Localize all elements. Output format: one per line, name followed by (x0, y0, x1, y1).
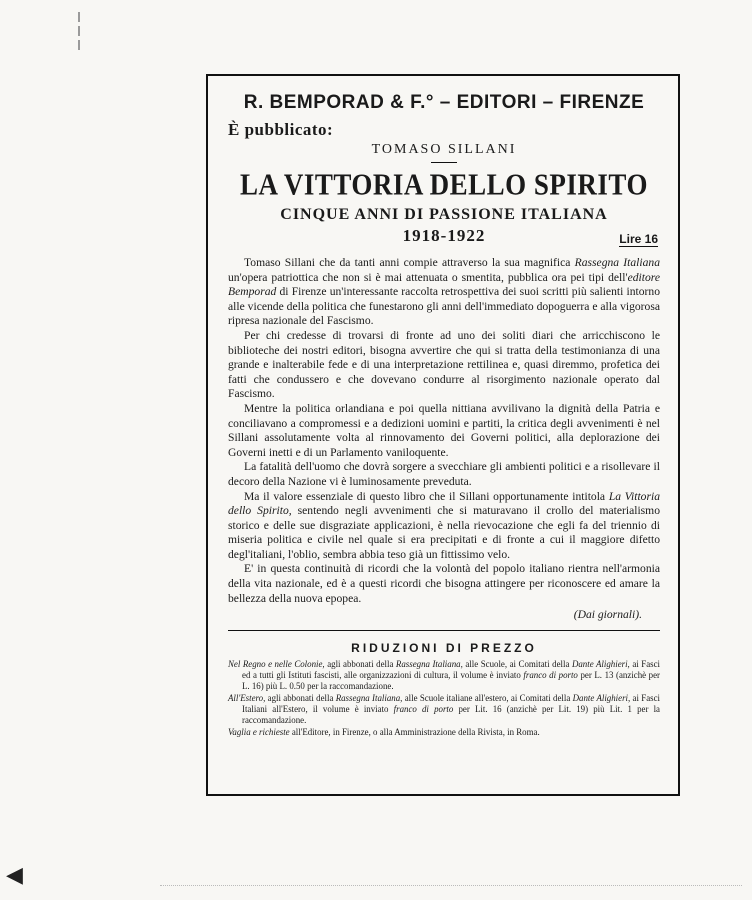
text-run: Rassegna Italiana (574, 256, 660, 269)
text-run: Dante Alighieri, (571, 658, 630, 669)
text-run: All'Estero, (228, 692, 266, 703)
page-edge-mark (160, 875, 742, 886)
text-run: alle Scuole italiane all'estero, ai Comitati della (402, 692, 573, 703)
text-run: ai Fasci Italiani all'Estero, il volume è inviato (242, 692, 660, 715)
corner-mark-icon: ◀ (6, 862, 23, 887)
text-run: Rassegna Italiana, (335, 692, 403, 703)
text-run: Tomaso Sillani che da tanti anni compie attraverso la sua magnifica (244, 256, 575, 269)
publisher-header: R. BEMPORAD & F.° – EDITORI – FIRENZE (243, 92, 645, 113)
text-run: Vaglia e richieste (228, 726, 290, 737)
book-price: Lire 16 (619, 232, 658, 246)
text-run: Rassegna Italiana, (395, 658, 463, 669)
attribution: (Dai giornali). (573, 608, 642, 622)
reduction-item (228, 727, 660, 738)
text-run: all'Editore, in Firenze, o alla Amministrazione della Rivista, in Roma. (289, 726, 540, 737)
published-label: È pubblicato: (228, 120, 334, 139)
review-text (228, 256, 660, 623)
book-subtitle: CINQUE ANNI DI PASSIONE ITALIANA (280, 206, 608, 223)
text-run: Nel Regno e nelle Colonie, (228, 658, 325, 669)
text-run: di Firenze un'interessante raccolta retrospettiva dei suoi scritti più salienti intorno alle vicende della politica che funestarono gli anni dell'immediato dopoguerra e alla vigorosa ripresa nazionale del Fascismo. (228, 285, 660, 328)
text-run: sentendo negli avvenimenti che si maturavano il crollo del materialismo storico e delle sue disgraziate applicazioni, è nella rievocazione che egli fa del triennio di miseria politica e civile nel quale si era precipitati e di fronte a cui il maggiore difetto degl'italiani, l'oblio, sembra abbia teso già un fittissimo velo. (228, 504, 660, 561)
book-years: 1918-1922 (402, 226, 486, 245)
paragraph: La fatalità dell'uomo che dovrà sorgere a svecchiare gli ambienti politici e a risollevare il decoro della Nazione vi è luminosamente preveduta. (228, 460, 660, 488)
years-row (228, 226, 660, 250)
text-run: editore Bemporad (228, 270, 660, 299)
paragraph: Mentre la politica orlandiana e poi quella nittiana avvilivano la dignità della Patria e conciliavano a compromessi e a dedizioni uomini e partiti, la critica degli avvenimenti è nel Sillani assolutamente volta al rinnovamento dei Governi politici, alla deplorazione dei Governi inetti e di un Parlamento vaniloquente. (228, 401, 660, 459)
text-run: agli abbonati della (324, 658, 396, 669)
text-run: franco di porto (523, 670, 578, 681)
paragraph (228, 256, 660, 329)
book-author: TOMASO SILLANI (371, 142, 517, 157)
text-run: per Lit. 16 (anzichè per Lit. 19) più Lit. 1 per la raccomandazione. (242, 704, 660, 726)
text-run: agli abbonati della (265, 692, 336, 703)
text-run: un'opera patriottica che non si è mai attenuata o smentita, pubblica ora pei tipi dell' (228, 270, 628, 284)
author-rule (431, 162, 457, 163)
text-run: per L. 13 (anzichè per L. 16) più L. 0.50 per la raccomandazione. (242, 670, 660, 692)
paragraph: Per chi credesse di trovarsi di fronte ad uno dei soliti diari che arricchiscono le biblioteche dei nostri editori, bisogna avvertire che qui si tratta della testimonianza di una grande e inalterabile fede e di una interpretazione rettilinea e, quasi diremmo, profetica dei fatti che condussero e che dovevano condurre al risorgimento nazionale operato dal Fascismo. (228, 328, 660, 401)
text-run: Dante Alighieri, (572, 692, 631, 703)
price-reductions-title: RIDUZIONI DI PREZZO (351, 640, 537, 655)
reduction-item (228, 659, 660, 693)
paragraph (228, 490, 660, 563)
margin-marks (78, 8, 84, 78)
section-divider (228, 630, 660, 631)
text-run: franco di porto (393, 704, 454, 715)
price-reductions-text (228, 659, 660, 738)
advertisement-page (206, 74, 680, 796)
reduction-item (228, 693, 660, 727)
text-run: alle Scuole, ai Comitati della (462, 658, 572, 669)
text-run: La Vittoria dello Spirito, (228, 489, 660, 518)
paragraph: E' in questa continuità di ricordi che la volontà del popolo italiano rientra nell'armonia della vita nazionale, ed è a questi ricordi che bisogna attingere per riconoscere ed amare la bellezza della nuova epopea. (228, 562, 660, 605)
book-title: LA VITTORIA DELLO SPIRITO (240, 166, 648, 202)
text-run: Ma il valore essenziale di questo libro che il Sillani opportunamente intitola (244, 489, 609, 503)
text-run: ai Fasci ed a tutti gli Istituti fascisti, alle organizzazioni di cultura, il volume è inviato (242, 658, 660, 681)
